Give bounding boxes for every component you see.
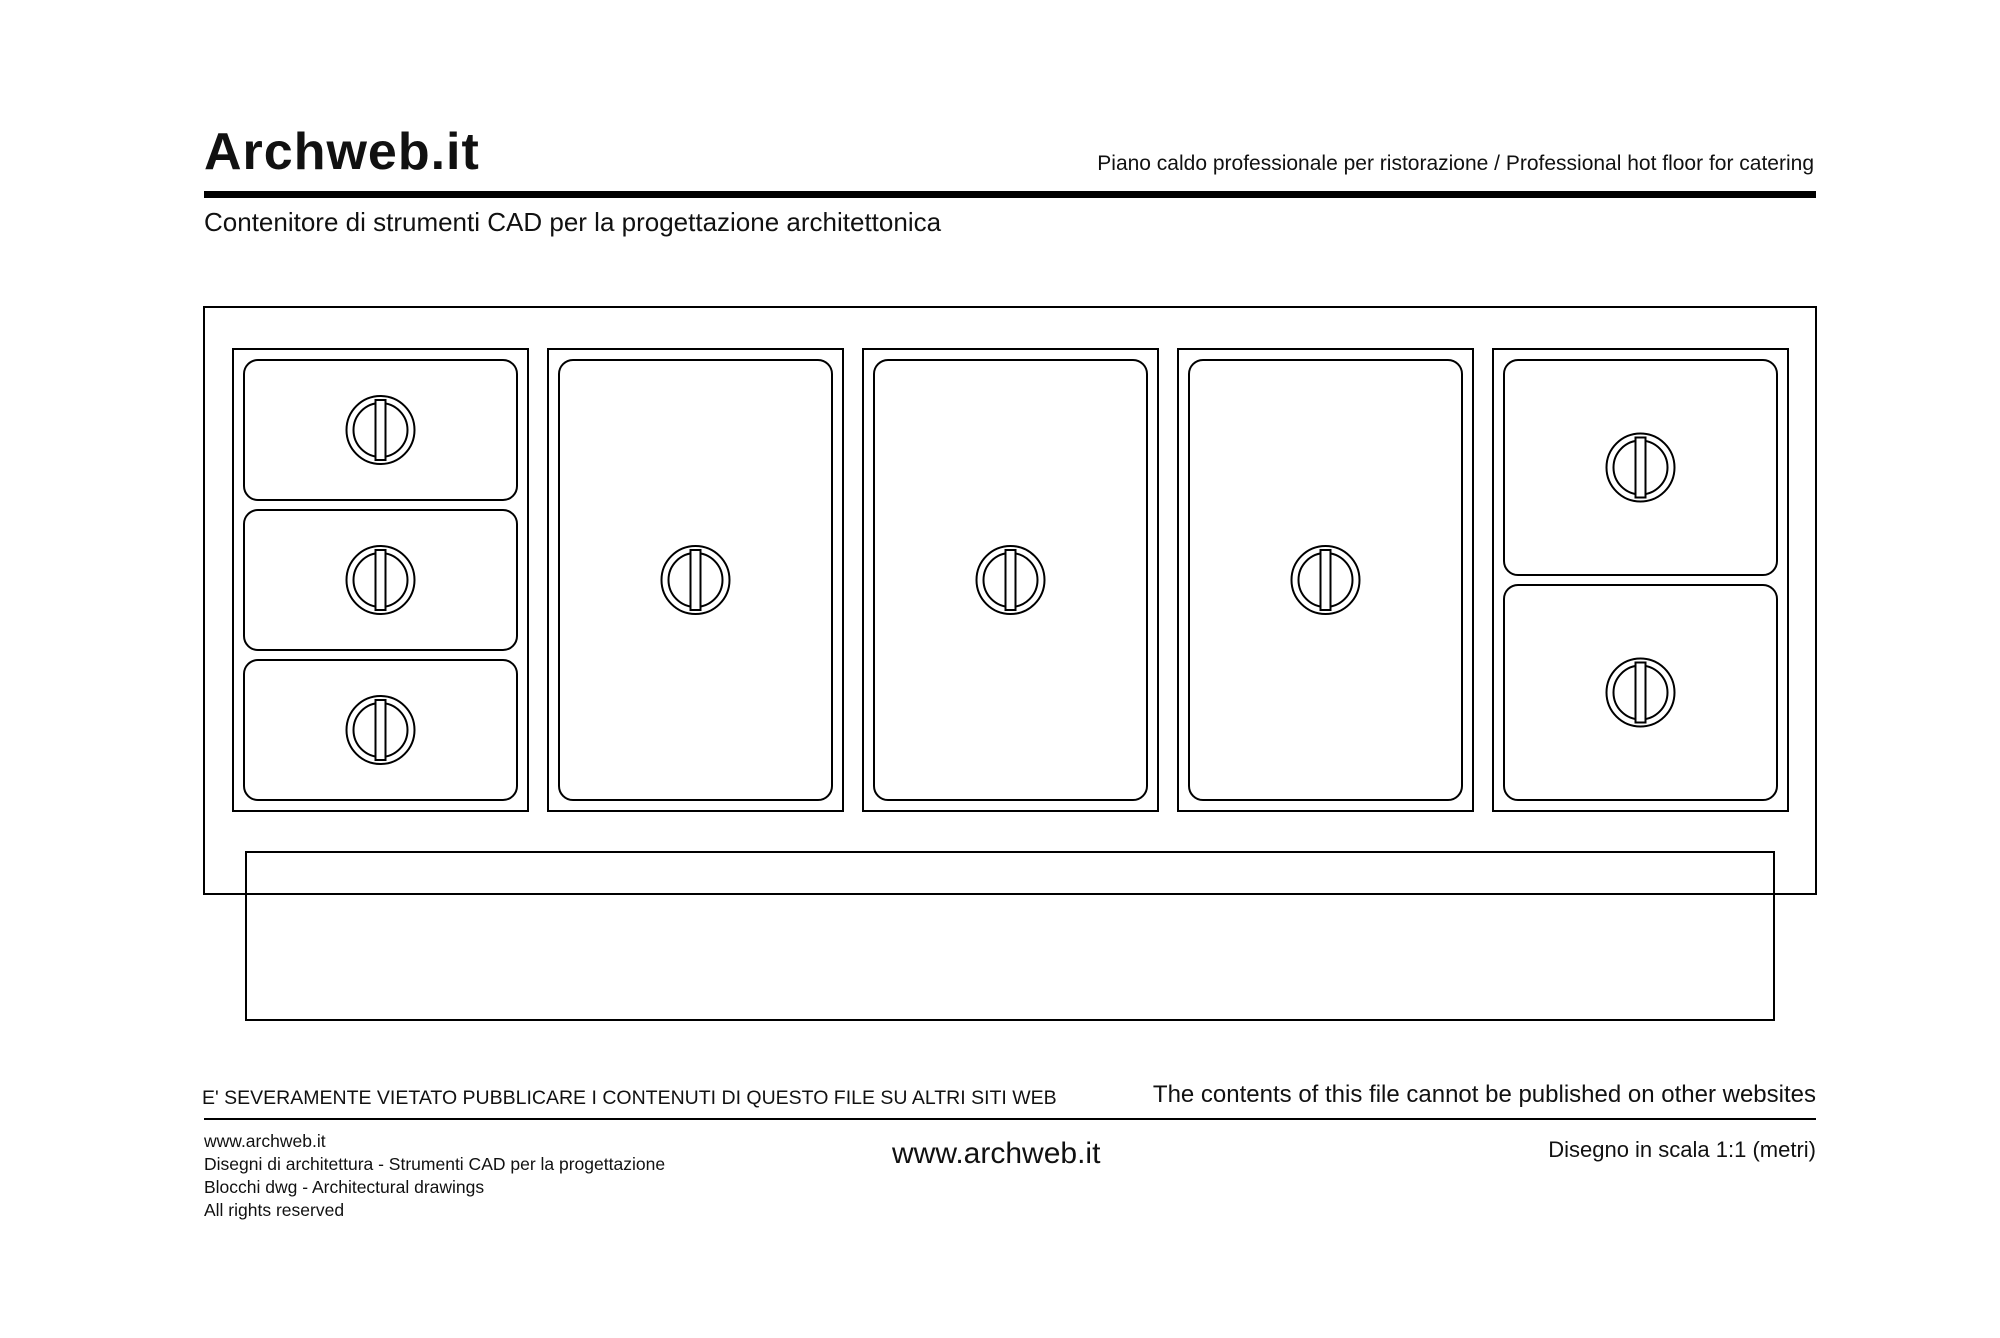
copyright-warning-english: The contents of this file cannot be published on other websites <box>1152 1081 1816 1108</box>
knob-handle-icon <box>691 550 701 610</box>
drawing-title: Piano caldo professionale per ristorazione / Professional hot floor for catering <box>1097 152 1814 175</box>
credits-line: All rights reserved <box>204 1200 345 1220</box>
archweb-logo: Archweb.it <box>204 123 480 181</box>
credits-line: www.archweb.it <box>204 1131 326 1151</box>
knob-handle-icon <box>376 700 386 760</box>
knob-handle-icon <box>1321 550 1331 610</box>
footer-divider <box>204 1118 1816 1120</box>
credits-block <box>204 1130 665 1222</box>
knob-handle-icon <box>1636 663 1646 723</box>
knob-handle-icon <box>1636 438 1646 498</box>
site-subtitle: Contenitore di strumenti CAD per la progettazione architettonica <box>204 207 942 237</box>
knob-handle-icon <box>376 550 386 610</box>
knob-handle-icon <box>1006 550 1016 610</box>
module-frame <box>1493 349 1788 811</box>
credits-line: Disegni di architettura - Strumenti CAD per la progettazione <box>204 1154 666 1174</box>
front-ledge <box>246 852 1774 1020</box>
scale-note: Disegno in scala 1:1 (metri) <box>1548 1137 1816 1162</box>
website-link[interactable]: www.archweb.it <box>892 1137 1101 1170</box>
credits-line: Blocchi dwg - Architectural drawings <box>204 1177 485 1197</box>
copyright-warning-italian: E' SEVERAMENTE VIETATO PUBBLICARE I CONTENUTI DI QUESTO FILE SU ALTRI SITI WEB <box>202 1087 1057 1109</box>
knob-handle-icon <box>376 400 386 460</box>
